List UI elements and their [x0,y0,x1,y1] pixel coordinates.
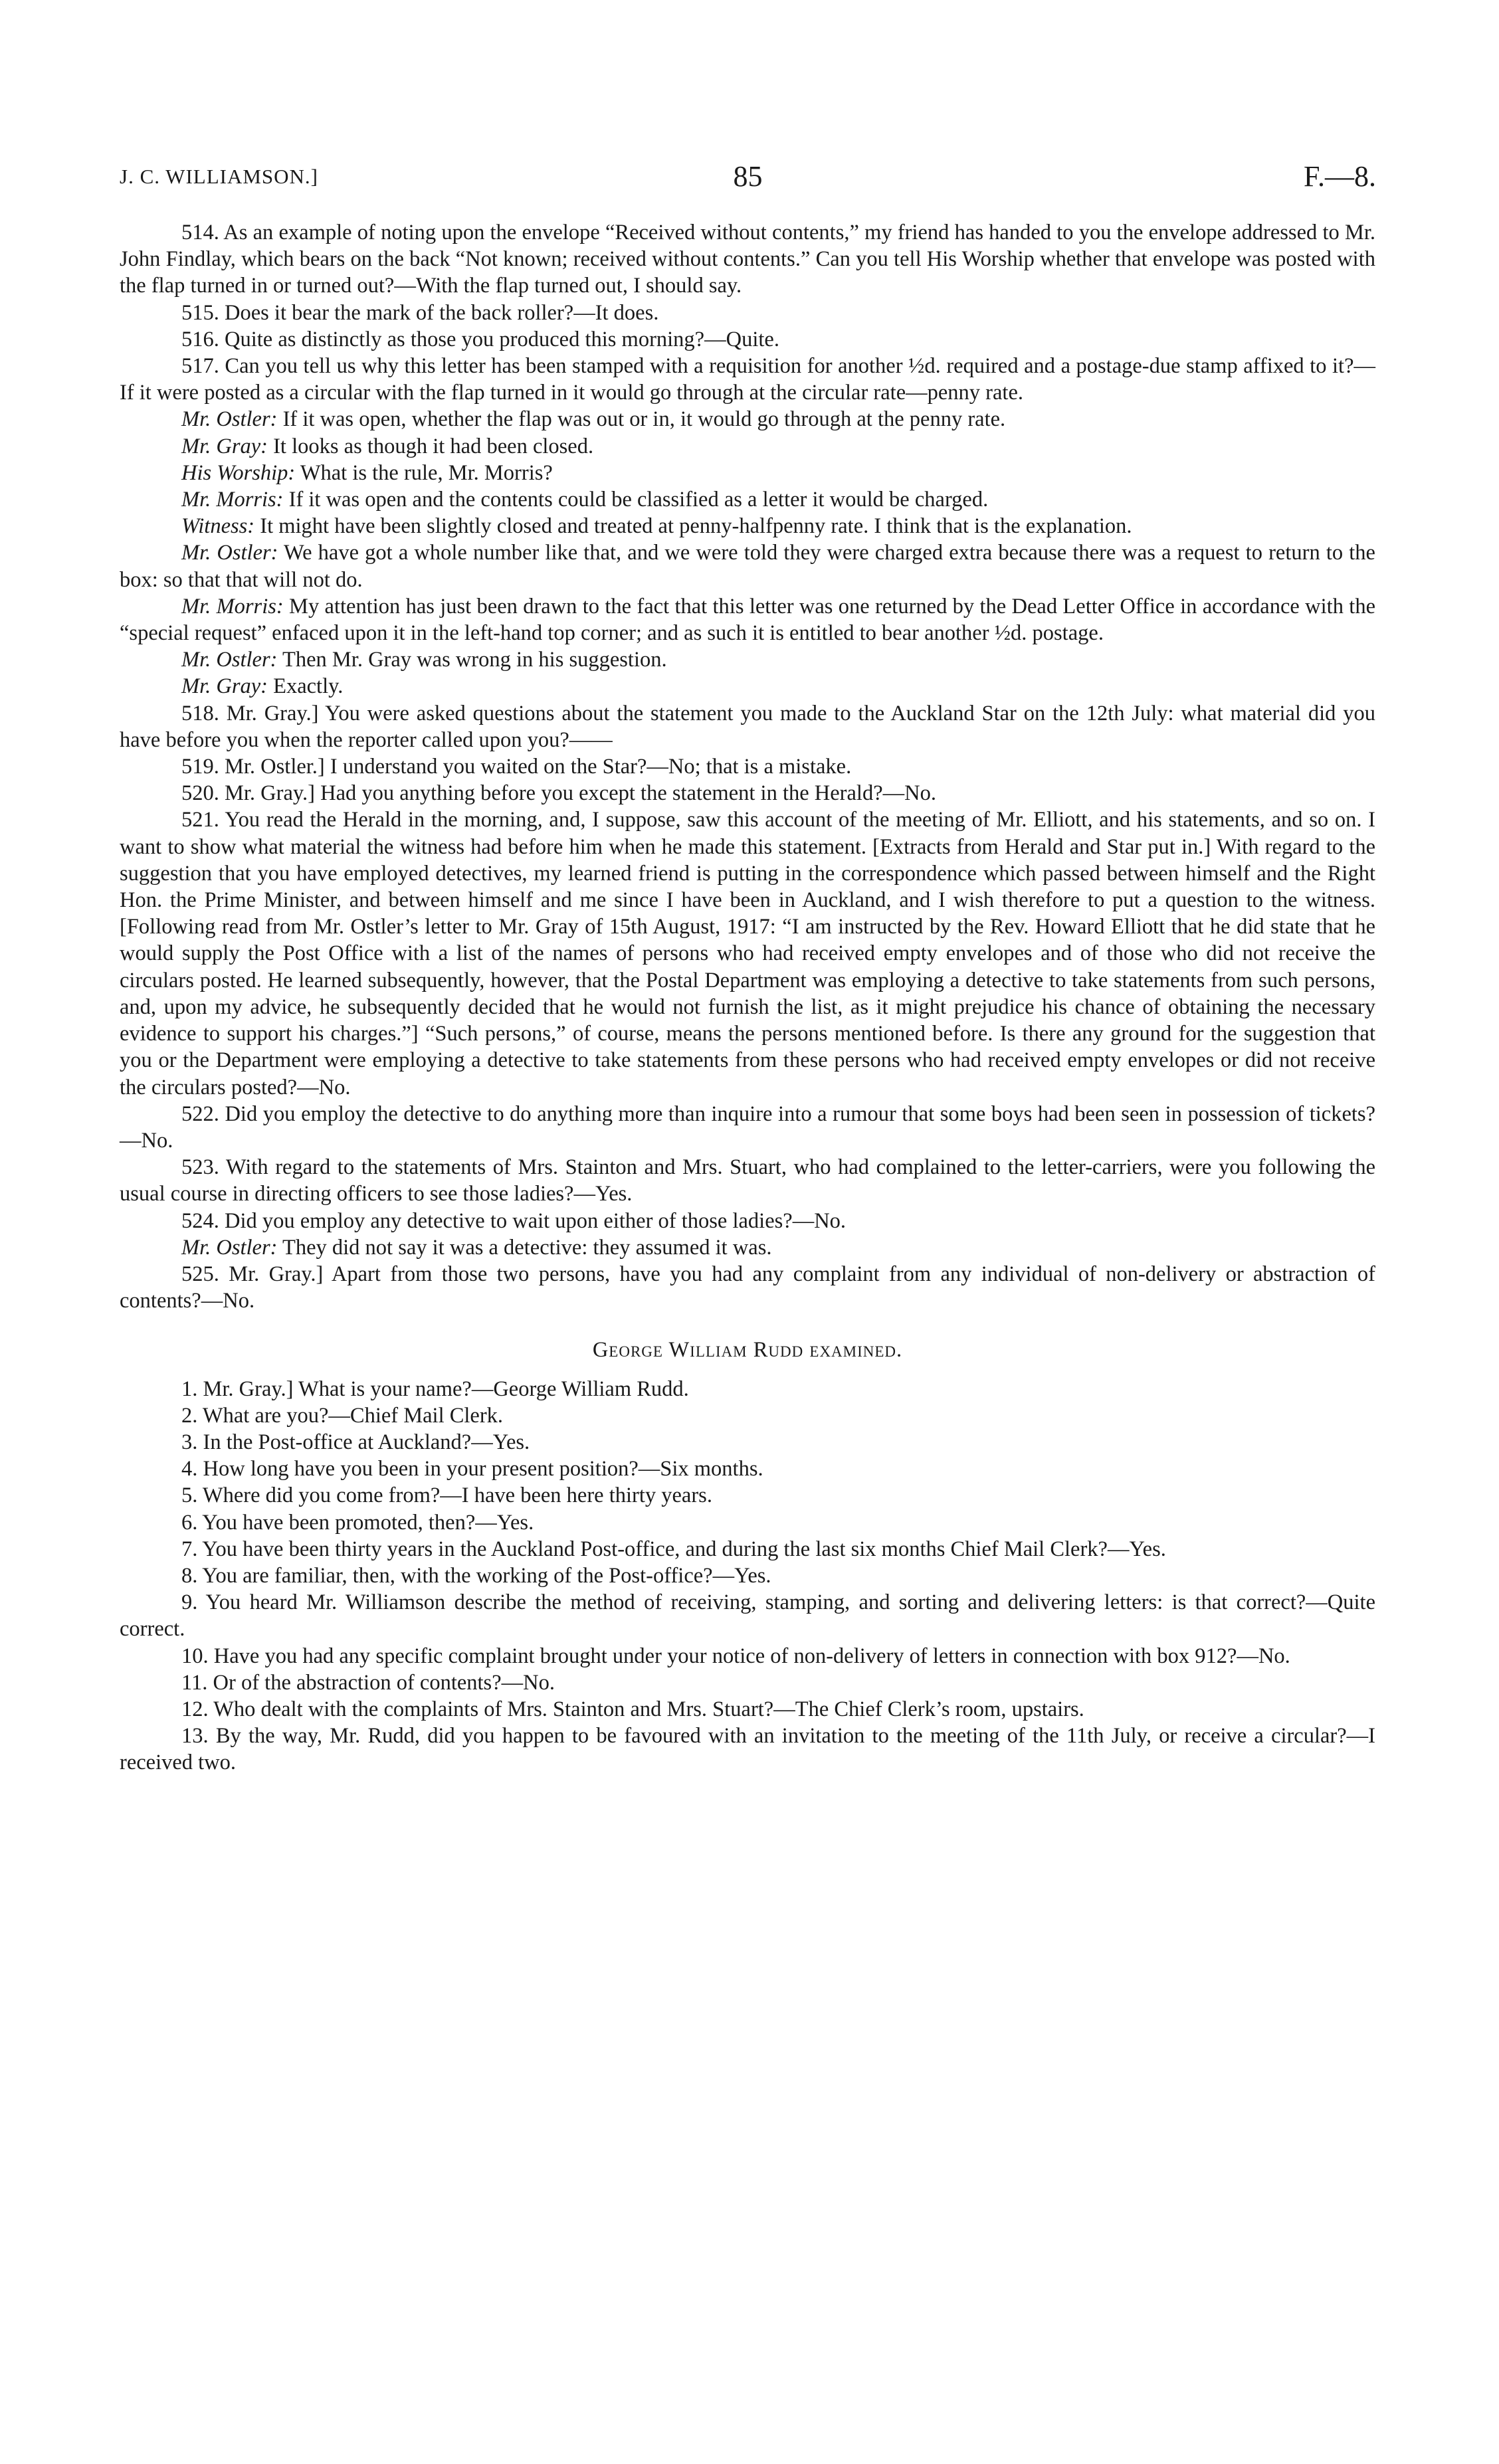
evidence-continued [120,219,1375,1314]
page-number: 85 [733,160,763,193]
speaker-label: Mr. Gray: [181,434,268,458]
paragraph-text: What is the rule, Mr. Morris? [300,460,553,485]
evidence-paragraph [120,1154,1375,1207]
evidence-paragraph [120,300,1375,326]
paragraph-text: 524. Did you employ any detective to wait upon either of those ladies?—No. [181,1208,847,1233]
evidence-paragraph [120,806,1375,1100]
rudd-paragraph [120,1482,1375,1509]
rudd-paragraph [120,1563,1375,1589]
evidence-paragraph [120,673,1375,700]
paragraph-text: Exactly. [273,674,344,699]
rudd-paragraph [120,1643,1375,1669]
speaker-label: Mr. Morris: [181,488,284,512]
evidence-paragraph [120,513,1375,539]
paragraph-text: It looks as though it had been closed. [273,434,594,458]
evidence-paragraph [120,539,1375,593]
evidence-paragraph [120,433,1375,460]
rudd-paragraph [120,1429,1375,1456]
evidence-paragraph [120,353,1375,406]
paragraph-text: 11. Or of the abstraction of contents?—No. [181,1670,555,1695]
paragraph-text: It might have been slightly closed and treated at penny-halfpenny rate. I think that is the explanation. [260,514,1132,539]
evidence-paragraph [120,1261,1375,1314]
paragraph-text: 6. You have been promoted, then?—Yes. [181,1510,534,1535]
evidence-paragraph [120,486,1375,513]
rudd-paragraph [120,1696,1375,1723]
paragraph-text: 2. What are you?—Chief Mail Clerk. [181,1403,504,1428]
paragraph-text: 522. Did you employ the detective to do anything more than inquire into a rumour that some boys had been seen in possession of tickets?—No. [120,1101,1375,1153]
evidence-paragraph [120,406,1375,432]
rudd-paragraph [120,1509,1375,1536]
paragraph-text: 1. Mr. Gray.] What is your name?—George William Rudd. [181,1376,689,1401]
paragraph-text: 518. Mr. Gray.] You were asked questions about the statement you made to the Auckland Star on the 12th July: what material did you have before you when the reporter called upon you?—— [120,701,1375,752]
paragraph-text: Then Mr. Gray was wrong in his suggestion. [282,648,667,672]
paragraph-text: 521. You read the Herald in the morning, and, I suppose, saw this account of the meeting of Mr. Elliott, and his statements, and so on. I want to show what material the witness had before him when he made this statement. [Extracts from Herald and Star put in.] With regard to the suggestion that you have employed detectives, my learned friend is putting in the correspondence which passed between himself and the Right Hon. the Prime Minister, and between himself and me since I have been in Auckland, and I wish therefore to put a question to the witness. [Following read from Mr. Ostler’s letter to Mr. Gray of 15th August, 1917: “I am instructed by the Rev. Howard Elliott that he did state that he would supply the Post Office with a list of the names of persons who had received empty envelopes and of those who did not receive the circulars posted. He learned subsequently, however, that the Postal Department was employing a detective to take statements from such persons, and, upon my advice, he subsequently decided that he would not furnish the list, as it might prejudice his chance of obtaining the necessary evidence to support his charges.”] “Such persons,” of course, means the persons mentioned before. Is there any ground for the suggestion that you or the Department were employing a detective to take statements from these persons who had received empty envelopes or did not receive the circulars posted?—No. [120,808,1375,1099]
section-heading: George William Rudd examined. [592,1338,903,1363]
paragraph-text: 514. As an example of noting upon the envelope “Received without contents,” my friend has handed to you the envelope addressed to Mr. John Findlay, which bears on the back “Not known; received without contents.” Can you tell His Worship whether that envelope was posted with the flap turned in or turned out?—With the flap turned out, I should say. [120,221,1375,298]
paragraph-text: My attention has just been drawn to the fact that this letter was one returned by the Dead Letter Office in accordance with the “special request” enfaced upon it in the left-hand top corner; and as such it is entitled to bear another ½d. postage. [120,594,1375,646]
paragraph-text: 520. Mr. Gray.] Had you anything before you except the statement in the Herald?—No. [181,781,936,806]
evidence-paragraph [120,1234,1375,1261]
page-body [120,219,1375,1776]
paragraph-text: We have got a whole number like that, and we were told they were charged extra because there was a request to return to the box: so that that will not do. [120,541,1375,592]
speaker-label: His Worship: [181,460,296,485]
speaker-label: Mr. Ostler: [181,407,278,432]
evidence-paragraph [120,753,1375,780]
evidence-paragraph [120,1101,1375,1154]
paragraph-text: If it was open and the contents could be classified as a letter it would be charged. [288,488,989,512]
rudd-examination [120,1376,1375,1776]
rudd-paragraph [120,1669,1375,1696]
paragraph-text: They did not say it was a detective: they assumed it was. [282,1235,772,1260]
paragraph-text: 3. In the Post-office at Auckland?—Yes. [181,1430,530,1454]
paragraph-text: 516. Quite as distinctly as those you produced this morning?—Quite. [181,327,779,351]
speaker-label: Mr. Morris: [181,594,284,618]
paragraph-text: 525. Mr. Gray.] Apart from those two persons, have you had any complaint from any individual of non-delivery or abstraction of contents?—No. [120,1262,1375,1313]
paragraph-text: If it was open, whether the flap was out or in, it would go through at the penny rate. [282,407,1006,432]
page-header [120,159,1376,199]
paragraph-text: 7. You have been thirty years in the Auckland Post-office, and during the last six months Chief Mail Clerk?—Yes. [181,1537,1166,1561]
paragraph-text: 13. By the way, Mr. Rudd, did you happen to be favoured with an invitation to the meeting of the 11th July, or receive a circular?—I received two. [120,1724,1375,1775]
paragraph-text: 519. Mr. Ostler.] I understand you waited on the Star?—No; that is a mistake. [181,755,852,779]
evidence-paragraph [120,1208,1375,1234]
speaker-label: Witness: [181,514,255,539]
paragraph-text: 8. You are familiar, then, with the working of the Post-office?—Yes. [181,1563,771,1588]
rudd-paragraph [120,1456,1375,1482]
speaker-label: Mr. Ostler: [181,1235,278,1260]
paragraph-text: 12. Who dealt with the complaints of Mrs. Stainton and Mrs. Stuart?—The Chief Clerk’s room, upstairs. [181,1697,1084,1721]
evidence-paragraph [120,700,1375,753]
rudd-paragraph [120,1589,1375,1642]
paragraph-text: 4. How long have you been in your present position?—Six months. [181,1457,763,1481]
evidence-paragraph [120,780,1375,806]
header-witness-name: J. C. WILLIAMSON.] [120,165,318,188]
paragraph-text: 5. Where did you come from?—I have been here thirty years. [181,1483,712,1508]
speaker-label: Mr. Ostler: [181,648,278,672]
evidence-paragraph [120,593,1375,646]
rudd-paragraph [120,1402,1375,1429]
paragraph-text: 9. You heard Mr. Williamson describe the method of receiving, stamping, and sorting and delivering letters: is that correct?—Quite correct. [120,1590,1375,1642]
speaker-label: Mr. Ostler: [181,541,278,565]
rudd-paragraph [120,1723,1375,1776]
report-reference: F.—8. [1304,160,1376,193]
paragraph-text: 10. Have you had any specific complaint brought under your notice of non-delivery of letters in connection with box 912?—No. [181,1644,1290,1668]
rudd-paragraph [120,1376,1375,1402]
rudd-paragraph [120,1536,1375,1563]
evidence-paragraph [120,460,1375,486]
evidence-paragraph [120,219,1375,300]
evidence-paragraph [120,646,1375,673]
paragraph-text: 523. With regard to the statements of Mrs. Stainton and Mrs. Stuart, who had complained to the letter-carriers, were you following the usual course in directing officers to see those ladies?—Yes. [120,1155,1375,1206]
paragraph-text: 515. Does it bear the mark of the back roller?—It does. [181,300,659,325]
paragraph-text: 517. Can you tell us why this letter has been stamped with a requisition for another ½d. required and a postage-due stamp affixed to it?—If it were posted as a circular with the flap turned in it would go through at the circular rate—penny rate. [120,354,1375,405]
evidence-paragraph [120,326,1375,353]
speaker-label: Mr. Gray: [181,674,268,699]
